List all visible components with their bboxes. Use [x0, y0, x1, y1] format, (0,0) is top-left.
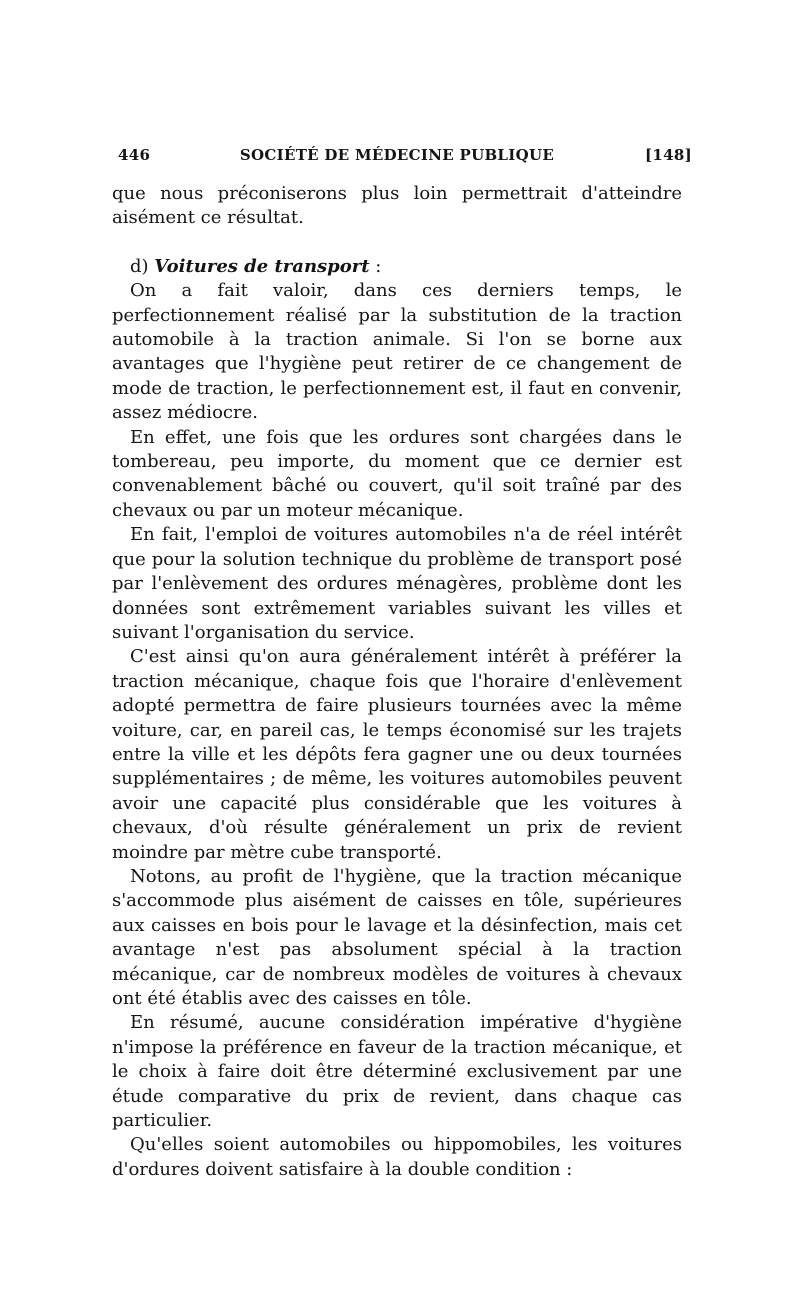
document-page — [112, 138, 692, 1182]
paragraph: En fait, l'emploi de voitures automobiles n'a de réel intérêt que pour la solution technique du problème de transport posé par l'enlèvement des ordures ménagères, problème dont les données sont extrêmement variables suivant les villes et suivant l'organisation du service. — [112, 524, 682, 643]
page-reference: [148] — [644, 146, 692, 164]
paragraph: On a fait valoir, dans ces derniers temps, le perfectionnement réalisé par la substitution de la traction automobile à la traction animale. Si l'on se borne aux avantages que l'hygiène peut retirer de ce changement de mode de traction, le perfectionnement est, il faut en convenir, assez médiocre. — [112, 280, 682, 424]
paragraph: C'est ainsi qu'on aura généralement intérêt à préférer la traction mécanique, chaque fois que l'horaire d'enlèvement adopté permettra de faire plusieurs tournées avec la même voiture, car, en pareil cas, le temps économisé sur les trajets entre la ville et les dépôts fera gagner une ou deux tournées supplémentaires ; de même, les voitures automobiles peuvent avoir une capacité plus considérable que les voitures à chevaux, d'où résulte généralement un prix de revient moindre par mètre cube transporté. — [112, 646, 682, 863]
continuation-paragraph: que nous préconiserons plus loin permettrait d'atteindre aisément ce résultat. — [112, 183, 682, 229]
journal-title: SOCIÉTÉ DE MÉDECINE PUBLIQUE — [239, 146, 555, 164]
body-text — [112, 182, 682, 1182]
paragraph: En effet, une fois que les ordures sont chargées dans le tombereau, peu importe, du moment que ce dernier est convenablement bâché ou couvert, qu'il soit traîné par des chevaux ou par un moteur mécanique. — [112, 426, 682, 521]
paragraph: En résumé, aucune considération impérative d'hygiène n'impose la préférence en faveur de la traction mécanique, et le choix à faire doit être déterminé exclusivement par une étude comparative du prix de revient, dans chaque cas particulier. — [112, 1012, 682, 1132]
section-heading — [112, 255, 682, 279]
section-marker: d) — [130, 255, 149, 277]
paragraph: Notons, au profit de l'hygiène, que la traction mécanique s'accommode plus aisément de caisses en tôle, supérieures aux caisses en bois pour le lavage et la désinfection, mais cet avantage n'est pas absolument spécial à la traction mécanique, car de nombreux modèles de voitures à chevaux ont été établis avec des caisses en tôle. — [112, 865, 682, 1009]
paragraph: Qu'elles soient automobiles ou hippomobiles, les voitures d'ordures doivent satisfaire à la double condition : — [112, 1134, 682, 1180]
page-number: 446 — [118, 146, 151, 164]
section-colon: : — [369, 255, 382, 277]
section-title: Voitures de transport — [154, 255, 370, 277]
running-header — [112, 138, 692, 168]
